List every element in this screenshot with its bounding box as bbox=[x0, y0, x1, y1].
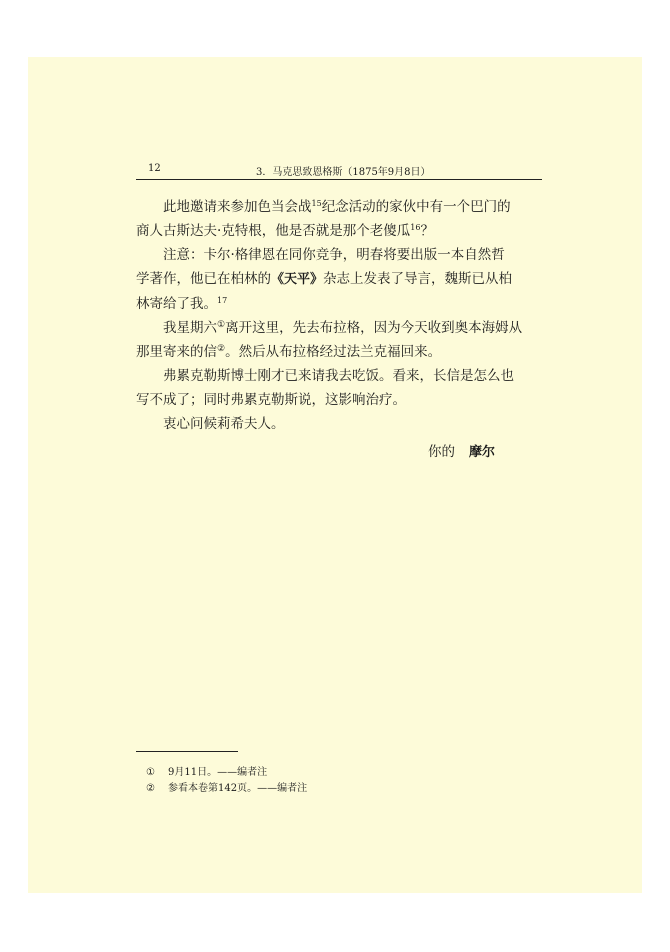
text-line: 衷心问候莉希夫人。 bbox=[163, 416, 285, 432]
text-line: 商人古斯达夫·克特根，他是否就是那个老傻瓜$^{16}$？ bbox=[136, 223, 434, 239]
page-number: 12 bbox=[148, 163, 161, 174]
footnote bbox=[146, 781, 307, 797]
text-line: 学著作，他已在柏林的《天平》杂志上发表了导言，魏斯已从柏 bbox=[136, 271, 513, 287]
running-title: 3．马克思致恩格斯（1875年9月8日） bbox=[256, 167, 431, 178]
text-line: 我星期六①离开这里，先去布拉格，因为今天收到奥本海姆从 bbox=[163, 320, 523, 336]
footnote-marker: ② bbox=[217, 344, 226, 354]
paragraph bbox=[136, 195, 546, 243]
footnote-mark: ② bbox=[146, 783, 155, 794]
page-background bbox=[28, 57, 642, 893]
paragraph bbox=[136, 243, 546, 316]
running-header bbox=[136, 159, 542, 180]
paragraph bbox=[136, 364, 546, 412]
text-line: 写不成了；同时弗累克勒斯说，这影响治疗。 bbox=[136, 392, 406, 408]
paragraph bbox=[136, 316, 546, 364]
footnotes bbox=[146, 765, 307, 797]
journal-title: 《天平》 bbox=[271, 272, 324, 287]
footnote-text: 9月11日。——编者注 bbox=[168, 767, 268, 778]
signature bbox=[428, 440, 495, 460]
text-line: 那里寄来的信②。然后从布拉格经过法兰克福回来。 bbox=[136, 344, 442, 360]
footnote-divider bbox=[136, 751, 238, 752]
footnote-marker: ① bbox=[217, 320, 226, 330]
text-line: 注意：卡尔·格律恩在同你竞争，明春将要出版一本自然哲 bbox=[163, 247, 505, 263]
text-line: 此地邀请来参加色当会战$^{15}$纪念活动的家伙中有一个巴门的 bbox=[163, 199, 511, 215]
footnote-text: 参看本卷第142页。——编者注 bbox=[168, 783, 308, 794]
text-line: 林寄给了我。$^{17}$ bbox=[136, 296, 228, 312]
text-line: 弗累克勒斯博士刚才已来请我去吃饭。看来，长信是怎么也 bbox=[163, 368, 514, 384]
note-reference: 17 bbox=[217, 296, 228, 305]
paragraph bbox=[136, 412, 546, 436]
signature-name: 摩尔 bbox=[469, 445, 496, 460]
signature-closing: 你的 bbox=[428, 444, 455, 460]
note-reference: 15 bbox=[311, 199, 322, 208]
footnote-mark: ① bbox=[146, 767, 155, 778]
letter-body bbox=[136, 195, 546, 436]
footnote bbox=[146, 765, 307, 781]
note-reference: 16 bbox=[410, 223, 421, 232]
